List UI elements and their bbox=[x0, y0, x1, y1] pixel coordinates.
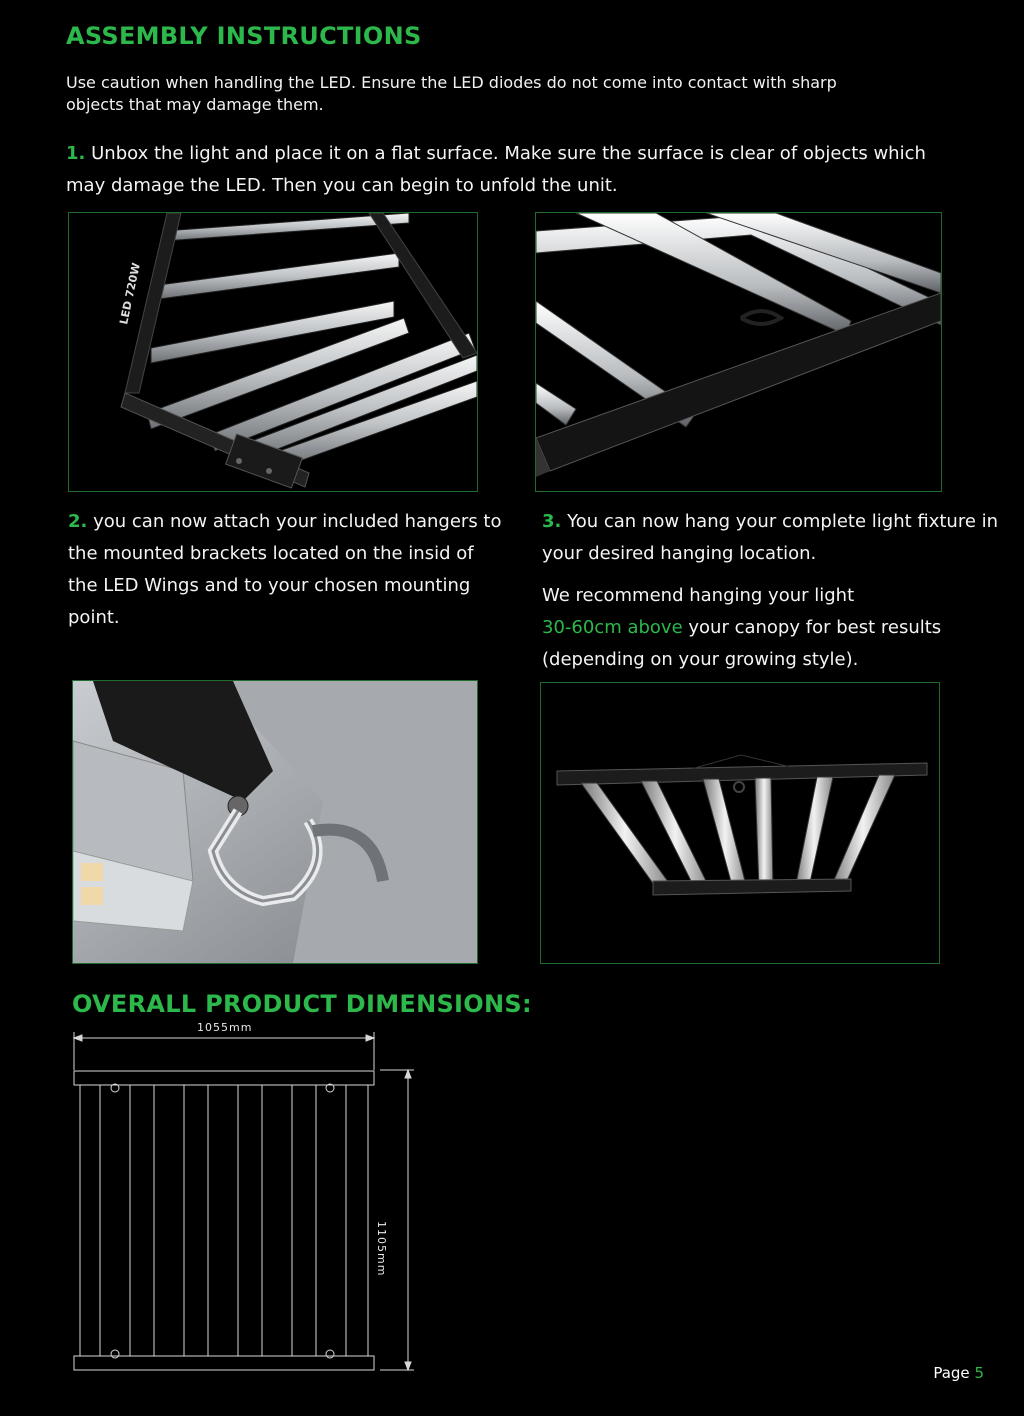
step-2-number: 2. bbox=[68, 511, 88, 532]
step-2 bbox=[68, 506, 508, 634]
photo-bar-closeup bbox=[535, 212, 942, 492]
width-dimension-label: 1055mm bbox=[197, 1021, 253, 1034]
dimensions-title: OVERALL PRODUCT DIMENSIONS: bbox=[72, 990, 532, 1018]
photo-unfold-unit bbox=[68, 212, 478, 492]
step-1-number: 1. bbox=[66, 143, 86, 164]
height-dimension-label: 1105mm bbox=[375, 1221, 388, 1277]
step-3-recommendation bbox=[542, 580, 1002, 676]
page-number-value: 5 bbox=[974, 1364, 984, 1382]
photo-hung-fixture bbox=[540, 682, 940, 964]
height-range-highlight: 30-60cm above bbox=[542, 617, 683, 638]
step-1 bbox=[66, 138, 966, 202]
page-number bbox=[933, 1364, 984, 1382]
intro-text: Use caution when handling the LED. Ensure the LED diodes do not come into contact with sharp objects that may damage them. bbox=[66, 73, 837, 114]
step-2-text: you can now attach your included hangers to the mounted brackets located on the insid of the LED Wings and to your chosen mounting point. bbox=[68, 511, 502, 628]
unit-model-label: LED 720W bbox=[117, 261, 143, 326]
page-title: ASSEMBLY INSTRUCTIONS bbox=[66, 22, 422, 50]
photo-hanger-hook bbox=[72, 680, 478, 964]
recommendation-text: We recommend hanging your light bbox=[542, 585, 855, 606]
step-1-text: Unbox the light and place it on a flat surface. Make sure the surface is clear of objects which may damage the LED. Then you can begin to unfold the unit. bbox=[66, 143, 926, 196]
page-label: Page bbox=[933, 1364, 970, 1382]
step-3-text: You can now hang your complete light fixture in your desired hanging location. bbox=[542, 511, 999, 564]
step-3-number: 3. bbox=[542, 511, 562, 532]
dimension-diagram bbox=[60, 1018, 440, 1378]
recommendation-text-cont: your canopy for best results (depending on your growing style). bbox=[542, 617, 942, 670]
step-3 bbox=[542, 506, 1002, 570]
